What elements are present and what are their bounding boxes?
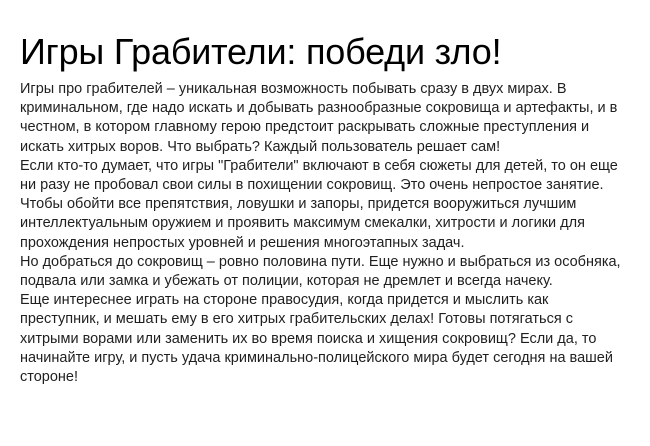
article-title: Игры Грабители: победи зло! xyxy=(20,31,502,72)
article-paragraph: Если кто-то думает, что игры "Грабители" включают в себя сюжеты для детей, то он еще ни разу не пробовал свои силы в похищении сокровищ. Это очень непростое занятие. xyxy=(20,157,618,194)
article xyxy=(20,30,632,387)
article-body xyxy=(20,80,632,387)
article-paragraph: Но добраться до сокровищ – ровно половина пути. Еще нужно и выбраться из особняка, подвала или замка и убежать от полиции, которая не дремлет и всегда начеку. xyxy=(20,253,621,290)
article-paragraph: Игры про грабителей – уникальная возможность побывать сразу в двух мирах. В криминальном, где надо искать и добывать разнообразные сокровища и артефакты, и в честном, в котором главному герою предстоит раскрывать сложные преступления и искать хитрых воров. Что выбрать? Каждый пользователь решает сам! xyxy=(20,81,618,155)
article-paragraph: Чтобы обойти все препятствия, ловушки и запоры, придется вооружиться лучшим интеллектуальным оружием и проявить максимум смекалки, хитрости и логики для прохождения непростых уровней и решения многоэтапных задач. xyxy=(20,196,585,251)
article-paragraph: Еще интереснее играть на стороне правосудия, когда придется и мыслить как преступник, и мешать ему в его хитрых грабительских делах! Готовы потягаться с хитрыми ворами или заменить их во время поиска и хищения сокровищ? Если да, то начинайте игру, и пусть удача криминально-полицейского мира будет сегодня на вашей стороне! xyxy=(20,292,613,386)
